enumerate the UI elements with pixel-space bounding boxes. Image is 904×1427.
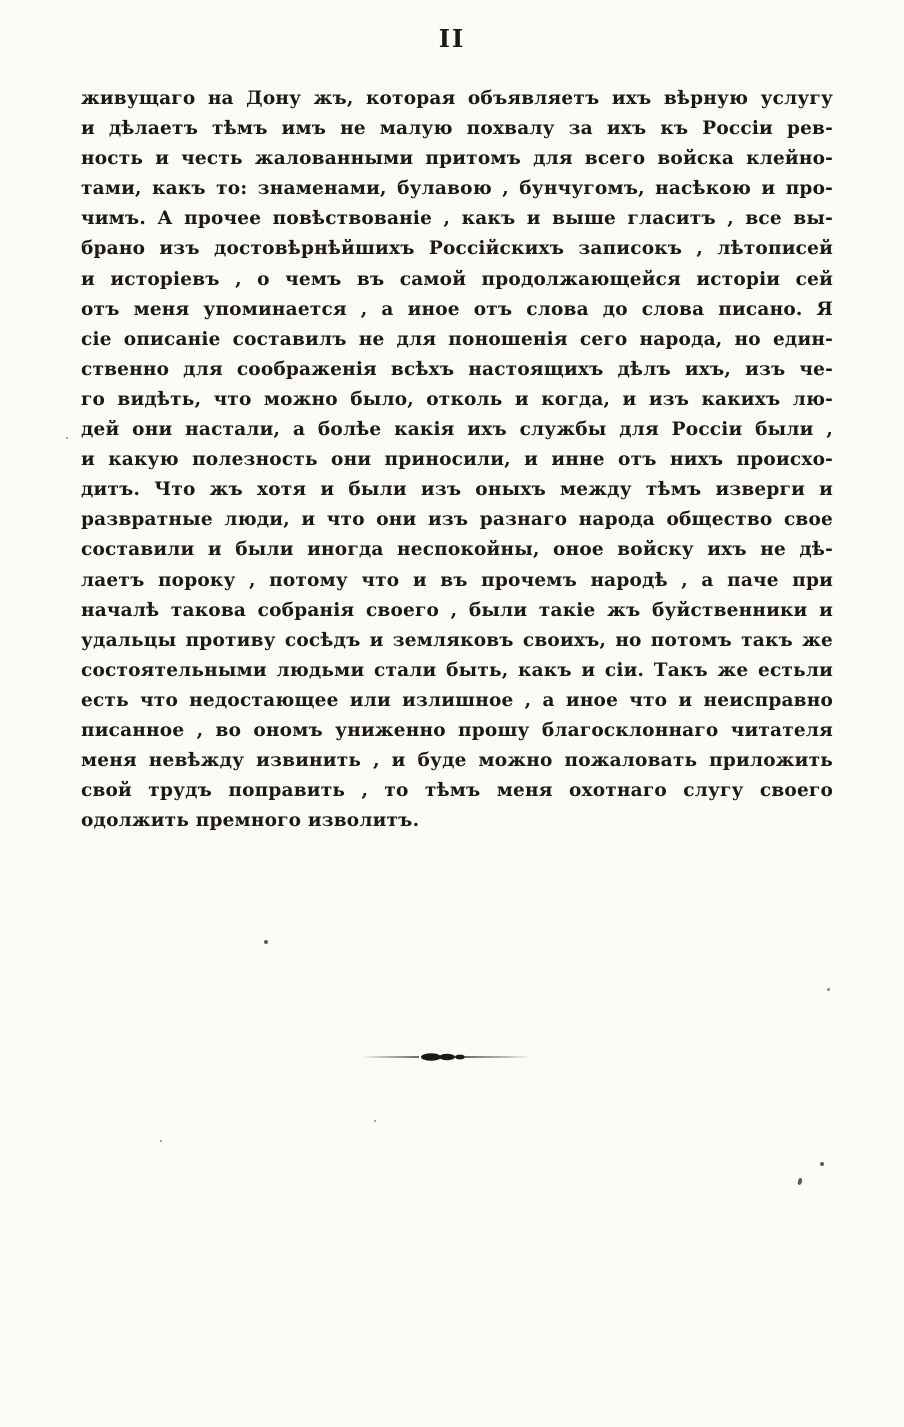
text-line: началѣ такова собранія своего , были такіе жъ буйственники и <box>81 599 833 621</box>
text-line: ность и честь жалованными притомъ для всего войска клейно- <box>81 148 833 170</box>
text-line: свой трудъ поправить , то тѣмъ меня охотнаго слугу своего <box>81 780 833 802</box>
text-line: писанное , во ономъ униженно прошу благосклоннаго читателя <box>81 719 833 741</box>
scan-speck <box>264 940 268 944</box>
text-line: живущаго на Дону жъ, которая объявляетъ ихъ вѣрную услугу <box>81 88 833 109</box>
body-text <box>81 84 833 836</box>
text-line: дей они настали, а болѣе какія ихъ службы для Россіи были , <box>81 419 833 441</box>
text-line: есть что недостающее или излишное , а иное что и неисправно <box>81 689 833 711</box>
text-line: брано изъ достовѣрнѣйшихъ Россійскихъ записокъ , лѣтописей <box>81 238 833 260</box>
text-line: составили и были иногда неспокойны, оное войску ихъ не дѣ- <box>81 539 833 561</box>
text-line: сіе описаніе составилъ не для поношенія сего народа, но един- <box>81 328 833 350</box>
text-line: одолжить премного изволитъ. <box>81 810 420 832</box>
page-number: II <box>438 24 466 53</box>
text-line: дитъ. Что жъ хотя и были изъ оныхъ между тѣмъ изверги и <box>81 479 833 501</box>
text-line: ственно для соображенія всѣхъ настоящихъ дѣлъ ихъ, изъ че- <box>81 358 833 380</box>
scan-speck <box>66 437 68 439</box>
text-line: го видѣть, что можно было, отколь и когда, и изъ какихъ лю- <box>81 388 833 410</box>
scan-speck <box>160 1140 162 1142</box>
text-line: удальцы противу сосѣдъ и земляковъ своихъ, но потомъ такъ же <box>81 629 833 651</box>
text-line: и какую полезность они приносили, и инне отъ нихъ происхо- <box>81 449 833 471</box>
text-line: меня невѣжду извинить , и буде можно пожаловать приложить <box>81 750 833 772</box>
text-line: тами, какъ то: знаменами, булавою , бунчугомъ, насѣкою и про- <box>81 178 833 200</box>
text-line: отъ меня упоминается , а иное отъ слова до слова писано. Я <box>81 298 833 320</box>
text-line: развратные люди, и что они изъ разнаго народа общество свое <box>81 509 833 531</box>
tailpiece-ornament-icon <box>0 1050 904 1064</box>
text-line: чимъ. А прочее повѣствованіе , какъ и выше гласитъ , все вы- <box>81 208 833 230</box>
scan-speck <box>827 988 830 991</box>
text-line: и исторіевъ , о чемъ въ самой продолжающейся исторіи сей <box>81 268 833 290</box>
scan-speck <box>820 1162 824 1166</box>
scan-speck <box>797 1178 802 1186</box>
text-line: состоятельными людьми стали быть, какъ и сіи. Такъ же естьли <box>81 659 833 681</box>
text-line: и дѣлаетъ тѣмъ имъ не малую похвалу за ихъ къ Россіи рев- <box>81 118 833 140</box>
text-line: лаетъ пороку , потому что и въ прочемъ народѣ , а паче при <box>81 569 833 591</box>
scan-speck <box>374 1120 376 1122</box>
